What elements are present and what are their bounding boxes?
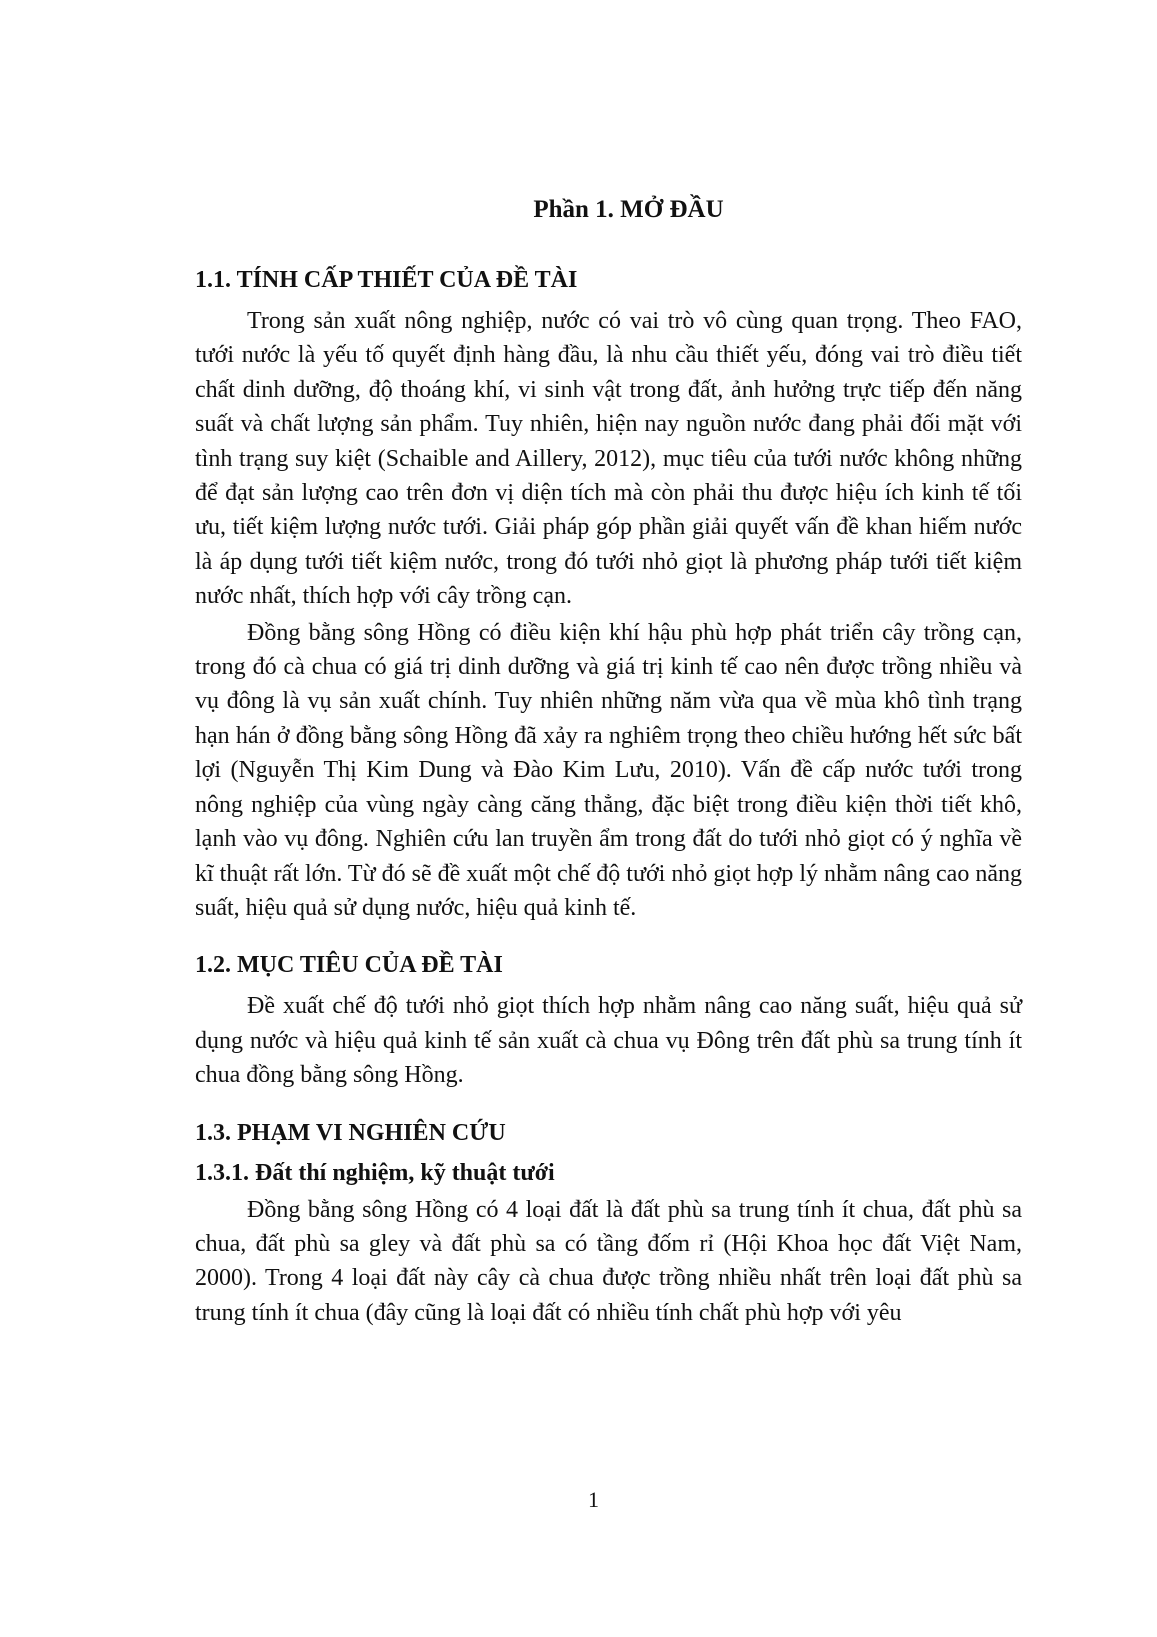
paragraph: Đồng bằng sông Hồng có điều kiện khí hậu phù hợp phát triển cây trồng cạn, trong đó cà chua có giá trị dinh dưỡng và giá trị kinh tế cao nên được trồng nhiều và vụ đông là vụ sản xuất chính. Tuy nhiên những năm vừa qua về mùa khô tình trạng hạn hán ở đồng bằng sông Hồng đã xảy ra nghiêm trọng theo chiều hướng hết sức bất lợi (Nguyễn Thị Kim Dung và Đào Kim Lưu, 2010). Vấn đề cấp nước tưới trong nông nghiệp của vùng ngày càng căng thẳng, đặc biệt trong điều kiện thời tiết khô, lạnh vào vụ đông. Nghiên cứu lan truyền ẩm trong đất do tưới nhỏ giọt có ý nghĩa về kĩ thuật rất lớn. Từ đó sẽ đề xuất một chế độ tưới nhỏ giọt hợp lý nhằm nâng cao năng suất, hiệu quả sử dụng nước, hiệu quả kinh tế. (195, 619, 1022, 921)
paragraph: Trong sản xuất nông nghiệp, nước có vai trò vô cùng quan trọng. Theo FAO, tưới nước là yếu tố quyết định hàng đầu, là nhu cầu thiết yếu, đóng vai trò điều tiết chất dinh dưỡng, độ thoáng khí, vi sinh vật trong đất, ảnh hưởng trực tiếp đến năng suất và chất lượng sản phẩm. Tuy nhiên, hiện nay nguồn nước đang phải đối mặt với tình trạng suy kiệt (Schaible and Aillery, 2012), mục tiêu của tưới nước không những để đạt sản lượng cao trên đơn vị diện tích mà còn phải thu được hiệu ích kinh tế tối ưu, tiết kiệm lượng nước tưới. Giải pháp góp phần giải quyết vấn đề khan hiếm nước là áp dụng tưới tiết kiệm nước, trong đó tưới nhỏ giọt là phương pháp tưới tiết kiệm nước nhất, thích hợp với cây trồng cạn. (195, 308, 1022, 610)
section-scope (195, 1117, 1022, 1331)
chapter-title: Phần 1. MỞ ĐẦU (533, 196, 724, 223)
section-heading: 1.2. MỤC TIÊU CỦA ĐỀ TÀI (195, 952, 503, 979)
section-heading: 1.1. TÍNH CẤP THIẾT CỦA ĐỀ TÀI (195, 267, 578, 293)
paragraph: Đề xuất chế độ tưới nhỏ giọt thích hợp nhằm nâng cao năng suất, hiệu quả sử dụng nước và hiệu quả kinh tế sản xuất cà chua vụ Đông trên đất phù sa trung tính ít chua đồng bằng sông Hồng. (195, 993, 1022, 1089)
paragraph: Đồng bằng sông Hồng có 4 loại đất là đất phù sa trung tính ít chua, đất phù sa chua, đất phù sa gley và đất phù sa có tầng đốm rỉ (Hội Khoa học đất Việt Nam, 2000). Trong 4 loại đất này cây cà chua được trồng nhiều nhất trên loại đất phù sa trung tính ít chua (đây cũng là loại đất có nhiều tính chất phù hợp với yêu (195, 1196, 1022, 1326)
subsection-heading: 1.3.1. Đất thí nghiệm, kỹ thuật tưới (195, 1159, 555, 1186)
page-number: 1 (588, 1487, 599, 1512)
section-urgency (195, 264, 1022, 925)
page-content (195, 193, 1022, 1332)
section-heading: 1.3. PHẠM VI NGHIÊN CỨU (195, 1119, 506, 1146)
section-objectives (195, 949, 1022, 1092)
